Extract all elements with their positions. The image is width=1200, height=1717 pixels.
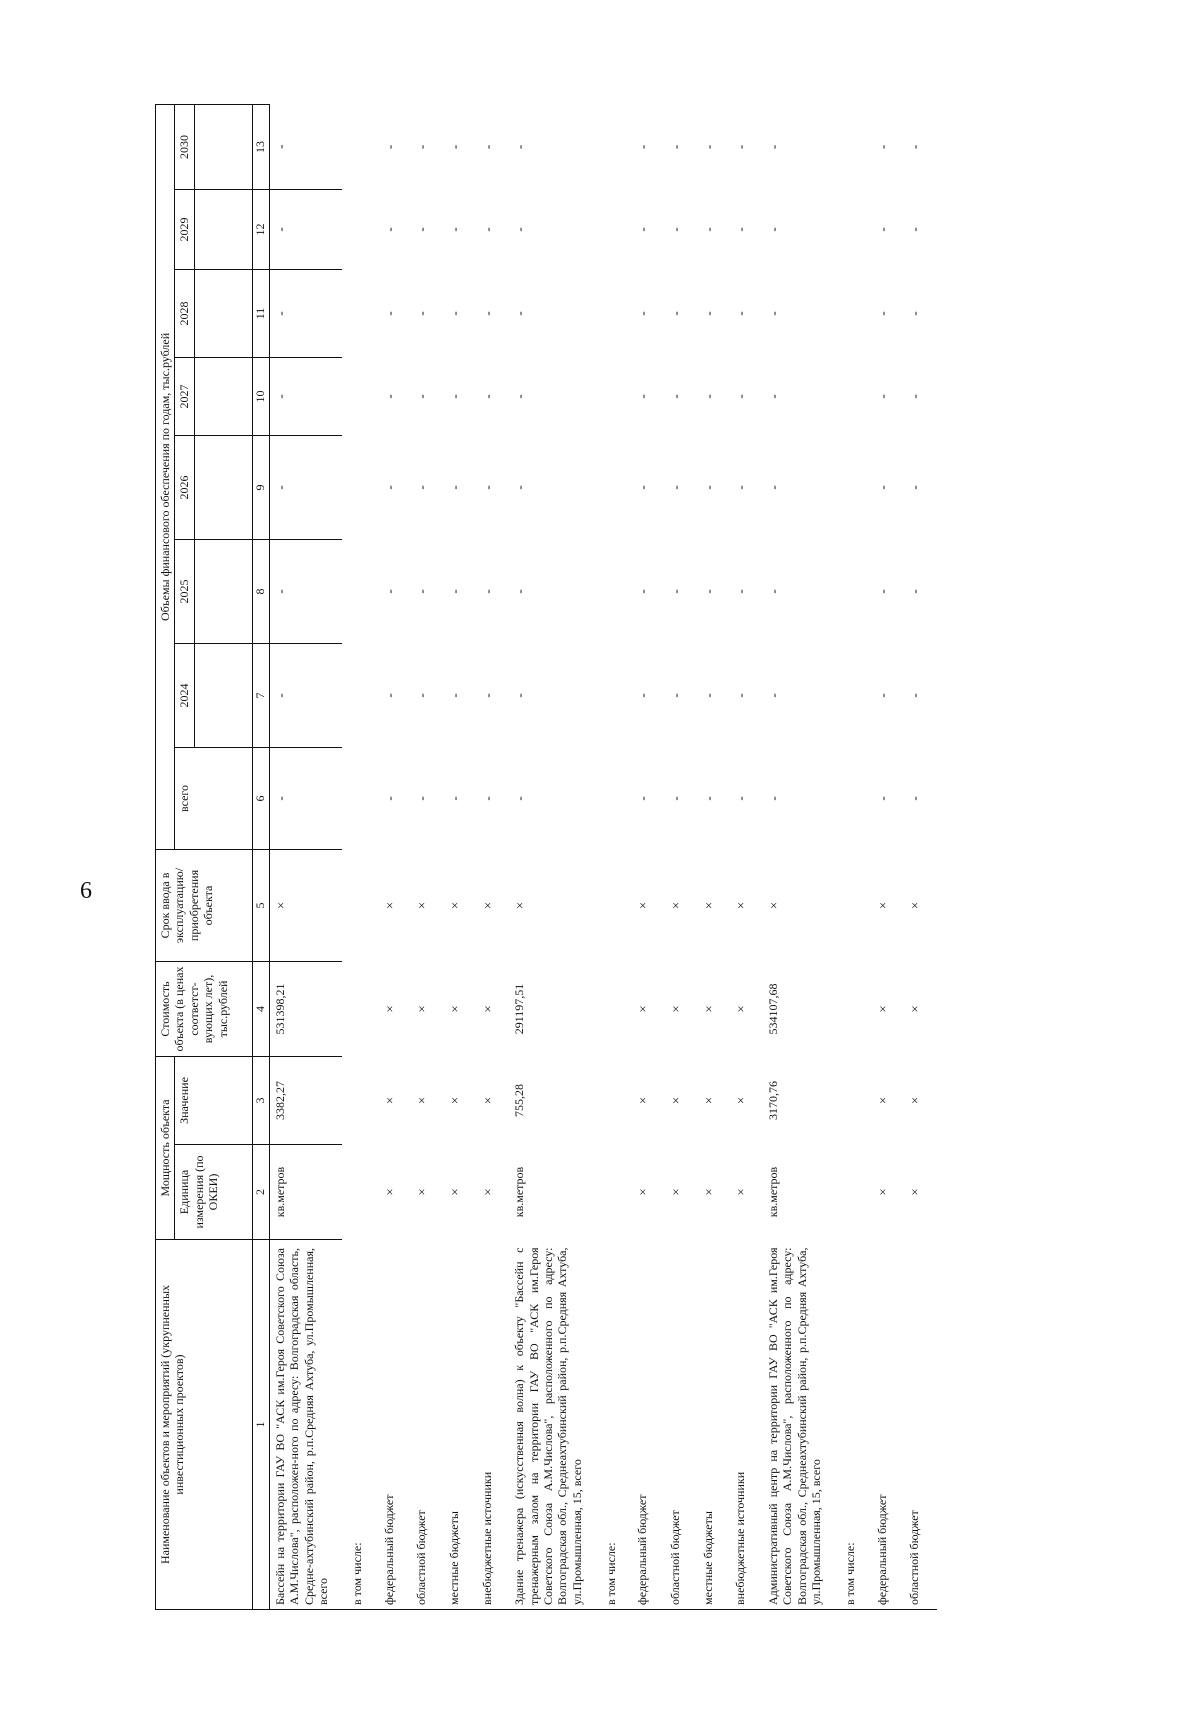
cell-y2030: - xyxy=(512,144,528,150)
row-name: местные бюджеты xyxy=(698,1240,731,1610)
cell-y2030 xyxy=(596,104,632,189)
cell-unit: × xyxy=(414,1188,430,1196)
cell-term: × xyxy=(512,901,528,910)
cell-term: × xyxy=(874,901,890,910)
header-year-spacer xyxy=(194,189,252,269)
header-term: Срок ввода в эксплуатацию/ приобретения объекта xyxy=(156,849,253,961)
cell-y2026: - xyxy=(512,485,528,490)
cell-y2029: - xyxy=(414,227,430,232)
cell-y2030 xyxy=(835,104,871,189)
cell-unit: × xyxy=(668,1188,684,1196)
cell-value: 3170,76 xyxy=(765,1081,780,1120)
cell-y2027: - xyxy=(479,394,495,399)
cell-y2030: - xyxy=(733,144,749,150)
column-number: 1 xyxy=(252,1240,269,1610)
cell-term: × xyxy=(907,901,923,910)
cell-y2028: - xyxy=(907,311,923,316)
header-total: всего xyxy=(175,747,252,849)
cell-unit: × xyxy=(479,1188,495,1196)
header-year: 2027 xyxy=(175,357,194,435)
column-number: 10 xyxy=(252,357,269,435)
cell-y2026: - xyxy=(733,485,749,490)
table-row xyxy=(763,104,836,1609)
column-number: 8 xyxy=(252,539,269,643)
cell-value xyxy=(596,1056,632,1144)
cell-y2024: - xyxy=(668,693,684,698)
cell-y2027: - xyxy=(512,394,528,399)
page-number: 6 xyxy=(80,878,92,904)
cell-term: × xyxy=(635,901,651,910)
cell-y2024: - xyxy=(446,693,462,698)
cell-y2024: - xyxy=(512,693,528,698)
cell-cost: × xyxy=(381,1005,397,1013)
cell-value: × xyxy=(414,1096,430,1105)
cell-y2026: - xyxy=(700,485,716,490)
rotated-table-container xyxy=(155,105,1185,1610)
cell-y2026: - xyxy=(765,485,781,490)
cell-y2026: - xyxy=(635,485,651,490)
header-year: 2025 xyxy=(175,539,194,643)
cell-unit xyxy=(596,1145,632,1240)
column-number: 12 xyxy=(252,189,269,269)
cell-term: × xyxy=(668,901,684,910)
cell-y2024: - xyxy=(765,693,781,698)
table-row xyxy=(665,104,698,1609)
cell-y2030 xyxy=(342,104,378,189)
cell-y2030: - xyxy=(668,144,684,150)
cell-cost: × xyxy=(700,1005,716,1013)
cell-y2030: - xyxy=(269,104,342,189)
cell-unit: × xyxy=(700,1188,716,1196)
column-number: 13 xyxy=(252,104,269,189)
cell-y2027: - xyxy=(635,394,651,399)
cell-y2027 xyxy=(596,357,632,435)
cell-value xyxy=(342,1056,378,1144)
cell-y2025: - xyxy=(512,589,528,594)
cell-total: - xyxy=(479,796,495,801)
cell-y2028 xyxy=(596,269,632,357)
header-name: Наименование объектов и мероприятий (укрупненных инвестиционных проектов) xyxy=(156,1240,253,1610)
cell-value: × xyxy=(381,1096,397,1105)
column-number: 5 xyxy=(252,849,269,961)
table-body xyxy=(269,104,937,1609)
cell-y2029: - xyxy=(874,227,890,232)
cell-y2026: - xyxy=(269,435,342,539)
cell-y2027: - xyxy=(269,357,342,435)
table-row xyxy=(698,104,731,1609)
cell-y2027: - xyxy=(381,394,397,399)
cell-cost: × xyxy=(907,1005,923,1013)
table-row xyxy=(411,104,444,1609)
column-number-row xyxy=(252,104,269,1609)
cell-y2024: - xyxy=(700,693,716,698)
cell-unit: × xyxy=(446,1188,462,1196)
cell-y2030: - xyxy=(479,144,495,150)
cell-y2025: - xyxy=(446,589,462,594)
column-number: 6 xyxy=(252,747,269,849)
cell-y2028: - xyxy=(700,311,716,316)
header-year-spacer xyxy=(194,435,252,539)
cell-y2024: - xyxy=(733,693,749,698)
cell-y2029: - xyxy=(907,227,923,232)
cell-y2029 xyxy=(596,189,632,269)
cell-cost: × xyxy=(446,1005,462,1013)
cell-total: - xyxy=(414,796,430,801)
cell-cost: 531398,21 xyxy=(269,961,342,1056)
cell-y2029: - xyxy=(479,227,495,232)
cell-cost xyxy=(835,961,871,1056)
row-name: в том числе: xyxy=(835,1240,871,1610)
cell-y2029: - xyxy=(765,227,781,232)
cell-y2030: - xyxy=(446,144,462,150)
row-name: в том числе: xyxy=(342,1240,378,1610)
header-year-spacer xyxy=(194,104,252,189)
cell-y2026 xyxy=(835,435,871,539)
cell-y2025: - xyxy=(733,589,749,594)
cell-y2028: - xyxy=(635,311,651,316)
header-year: 2026 xyxy=(175,435,194,539)
cell-total: - xyxy=(381,796,397,801)
header-cost: Стоимость объекта (в ценах соответст-вующих лет), тыс.рублей xyxy=(156,961,253,1056)
cell-unit: кв.метров xyxy=(765,1166,780,1218)
cell-y2026: - xyxy=(907,485,923,490)
cell-value: 3382,27 xyxy=(269,1056,342,1144)
table-row xyxy=(904,104,937,1609)
cell-y2024: - xyxy=(414,693,430,698)
cell-y2029: - xyxy=(700,227,716,232)
cell-y2028: - xyxy=(512,311,528,316)
cell-cost xyxy=(596,961,632,1056)
cell-term: × xyxy=(381,901,397,910)
cell-unit: × xyxy=(635,1188,651,1196)
cell-cost: × xyxy=(414,1005,430,1013)
cell-value: × xyxy=(635,1096,651,1105)
column-number: 4 xyxy=(252,961,269,1056)
cell-y2029: - xyxy=(446,227,462,232)
cell-y2026 xyxy=(342,435,378,539)
row-name: областной бюджет xyxy=(411,1240,444,1610)
cell-y2028: - xyxy=(381,311,397,316)
column-number: 9 xyxy=(252,435,269,539)
cell-y2025: - xyxy=(479,589,495,594)
cell-total: - xyxy=(668,796,684,801)
cell-cost: × xyxy=(874,1005,890,1013)
header-year-spacer xyxy=(194,643,252,747)
cell-y2025 xyxy=(835,539,871,643)
header-year-spacer xyxy=(194,269,252,357)
cell-y2026 xyxy=(596,435,632,539)
cell-y2029 xyxy=(835,189,871,269)
cell-term: × xyxy=(269,849,342,961)
cell-total: - xyxy=(446,796,462,801)
cell-unit: кв.метров xyxy=(512,1166,527,1218)
cell-cost: 291197,51 xyxy=(512,983,527,1035)
table-row xyxy=(269,104,342,1609)
financing-table xyxy=(155,104,937,1610)
row-name: внебюджетные источники xyxy=(730,1240,763,1610)
cell-term: × xyxy=(479,901,495,910)
cell-y2024: - xyxy=(269,643,342,747)
cell-y2029: - xyxy=(668,227,684,232)
cell-unit: кв.метров xyxy=(269,1145,342,1240)
cell-value xyxy=(835,1056,871,1144)
cell-y2027: - xyxy=(907,394,923,399)
cell-y2026: - xyxy=(668,485,684,490)
table-row xyxy=(444,104,477,1609)
cell-cost: × xyxy=(733,1005,749,1013)
cell-y2025: - xyxy=(635,589,651,594)
cell-y2026: - xyxy=(414,485,430,490)
cell-total: - xyxy=(907,796,923,801)
header-year: 2030 xyxy=(175,104,194,189)
cell-value: × xyxy=(668,1096,684,1105)
row-name: Здание тренажера (искусственная волна) к объекту "Бассейн с тренажерным залом на территории ГАУ ВО "АСК им.Героя Советского Союза А.М.Числова", расположенного по адресу: Волгоградская обл., Среднеахтубинский район, р.п.Средняя Ахтуба, ул.Промышленная, 15, всего xyxy=(509,1240,596,1610)
cell-y2028: - xyxy=(269,269,342,357)
cell-y2026: - xyxy=(874,485,890,490)
cell-y2025 xyxy=(342,539,378,643)
cell-y2025: - xyxy=(874,589,890,594)
cell-cost: 534107,68 xyxy=(765,983,780,1035)
cell-unit: × xyxy=(874,1188,890,1196)
cell-total: - xyxy=(874,796,890,801)
cell-y2025: - xyxy=(765,589,781,594)
cell-y2024: - xyxy=(907,693,923,698)
cell-y2029: - xyxy=(269,189,342,269)
cell-y2024: - xyxy=(635,693,651,698)
cell-cost: × xyxy=(668,1005,684,1013)
table-row xyxy=(596,104,632,1609)
header-finance-group: Объемы финансового обеспечения по годам, тыс.рублей xyxy=(156,104,175,849)
cell-total: - xyxy=(765,796,781,801)
cell-y2029: - xyxy=(381,227,397,232)
cell-y2028: - xyxy=(479,311,495,316)
header-year-spacer xyxy=(194,357,252,435)
table-row xyxy=(872,104,905,1609)
cell-y2024 xyxy=(835,643,871,747)
row-name: в том числе: xyxy=(596,1240,632,1610)
cell-value: × xyxy=(907,1096,923,1105)
cell-y2027: - xyxy=(874,394,890,399)
cell-y2029 xyxy=(342,189,378,269)
cell-y2029: - xyxy=(733,227,749,232)
cell-unit xyxy=(835,1145,871,1240)
cell-y2024 xyxy=(596,643,632,747)
row-name: федеральный бюджет xyxy=(872,1240,905,1610)
cell-unit: × xyxy=(733,1188,749,1196)
cell-y2027: - xyxy=(765,394,781,399)
cell-y2024: - xyxy=(381,693,397,698)
cell-value: × xyxy=(733,1096,749,1105)
cell-y2026: - xyxy=(446,485,462,490)
cell-y2024: - xyxy=(479,693,495,698)
cell-y2024: - xyxy=(874,693,890,698)
cell-term: × xyxy=(446,901,462,910)
header-year: 2029 xyxy=(175,189,194,269)
row-name: федеральный бюджет xyxy=(632,1240,665,1610)
cell-y2028 xyxy=(835,269,871,357)
cell-y2025: - xyxy=(381,589,397,594)
cell-cost: × xyxy=(635,1005,651,1013)
cell-y2027: - xyxy=(668,394,684,399)
cell-y2030: - xyxy=(700,144,716,150)
column-number: 3 xyxy=(252,1056,269,1144)
cell-y2028: - xyxy=(414,311,430,316)
cell-y2028: - xyxy=(446,311,462,316)
cell-value: × xyxy=(874,1096,890,1105)
cell-y2028 xyxy=(342,269,378,357)
cell-y2027: - xyxy=(414,394,430,399)
cell-y2027: - xyxy=(733,394,749,399)
column-number: 2 xyxy=(252,1145,269,1240)
cell-y2028: - xyxy=(874,311,890,316)
cell-total xyxy=(342,747,378,849)
cell-cost xyxy=(342,961,378,1056)
table-header xyxy=(156,104,270,1609)
cell-total: - xyxy=(700,796,716,801)
cell-y2025: - xyxy=(668,589,684,594)
cell-y2024 xyxy=(342,643,378,747)
cell-y2030: - xyxy=(381,144,397,150)
table-row xyxy=(477,104,510,1609)
cell-total: - xyxy=(733,796,749,801)
cell-y2030: - xyxy=(765,144,781,150)
row-name: внебюджетные источники xyxy=(477,1240,510,1610)
cell-unit: × xyxy=(907,1188,923,1196)
cell-term xyxy=(596,849,632,961)
cell-term: × xyxy=(733,901,749,910)
table-row xyxy=(379,104,412,1609)
row-name: областной бюджет xyxy=(665,1240,698,1610)
cell-term xyxy=(835,849,871,961)
cell-y2028: - xyxy=(733,311,749,316)
row-name: Бассейн на территории ГАУ ВО "АСК им.Героя Советского Союза А.М.Числова", расположен-ного по адресу: Волгоградская область, Средне-ахтубинский район, р.п.Средняя Ахтуба, ул.Промышленная, всего xyxy=(269,1240,342,1610)
cell-term: × xyxy=(414,901,430,910)
cell-y2029: - xyxy=(635,227,651,232)
header-year: 2024 xyxy=(175,643,194,747)
header-unit: Единица измерения (по ОКЕИ) xyxy=(175,1145,252,1240)
column-number: 11 xyxy=(252,269,269,357)
cell-y2030: - xyxy=(635,144,651,150)
cell-total xyxy=(835,747,871,849)
row-name: федеральный бюджет xyxy=(379,1240,412,1610)
cell-term xyxy=(342,849,378,961)
cell-y2025: - xyxy=(907,589,923,594)
header-value: Значение xyxy=(175,1056,252,1144)
cell-unit: × xyxy=(381,1188,397,1196)
row-name: областной бюджет xyxy=(904,1240,937,1610)
table-row xyxy=(509,104,596,1609)
cell-y2025: - xyxy=(414,589,430,594)
cell-y2027: - xyxy=(446,394,462,399)
cell-y2030: - xyxy=(414,144,430,150)
header-year-spacer xyxy=(194,539,252,643)
cell-term: × xyxy=(765,901,781,910)
cell-y2027 xyxy=(835,357,871,435)
table-row xyxy=(835,104,871,1609)
column-number: 7 xyxy=(252,643,269,747)
cell-cost: × xyxy=(479,1005,495,1013)
cell-y2026: - xyxy=(479,485,495,490)
header-capacity-group: Мощность объекта xyxy=(156,1056,175,1239)
table-row xyxy=(632,104,665,1609)
cell-value: 755,28 xyxy=(512,1084,527,1117)
cell-total: - xyxy=(512,796,528,801)
cell-total: - xyxy=(635,796,651,801)
cell-value: × xyxy=(479,1096,495,1105)
cell-y2025: - xyxy=(269,539,342,643)
cell-value: × xyxy=(700,1096,716,1105)
table-row xyxy=(730,104,763,1609)
cell-unit xyxy=(342,1145,378,1240)
cell-y2030: - xyxy=(907,144,923,150)
cell-y2025 xyxy=(596,539,632,643)
cell-y2025: - xyxy=(700,589,716,594)
row-name: Административный центр на территории ГАУ ВО "АСК им.Героя Советского Союза А.М.Числова", расположенного по адресу: Волгоградская обл., Среднеахтубинский район, р.п.Средняя Ахтуба, ул.Промышленная, 15, всего xyxy=(763,1240,836,1610)
cell-total: - xyxy=(269,747,342,849)
row-name: местные бюджеты xyxy=(444,1240,477,1610)
cell-term: × xyxy=(700,901,716,910)
cell-y2027: - xyxy=(700,394,716,399)
cell-y2030: - xyxy=(874,144,890,150)
cell-y2026: - xyxy=(381,485,397,490)
cell-y2028: - xyxy=(765,311,781,316)
cell-y2029: - xyxy=(512,227,528,232)
header-year: 2028 xyxy=(175,269,194,357)
cell-value: × xyxy=(446,1096,462,1105)
cell-y2028: - xyxy=(668,311,684,316)
table-row xyxy=(342,104,378,1609)
cell-total xyxy=(596,747,632,849)
cell-y2027 xyxy=(342,357,378,435)
